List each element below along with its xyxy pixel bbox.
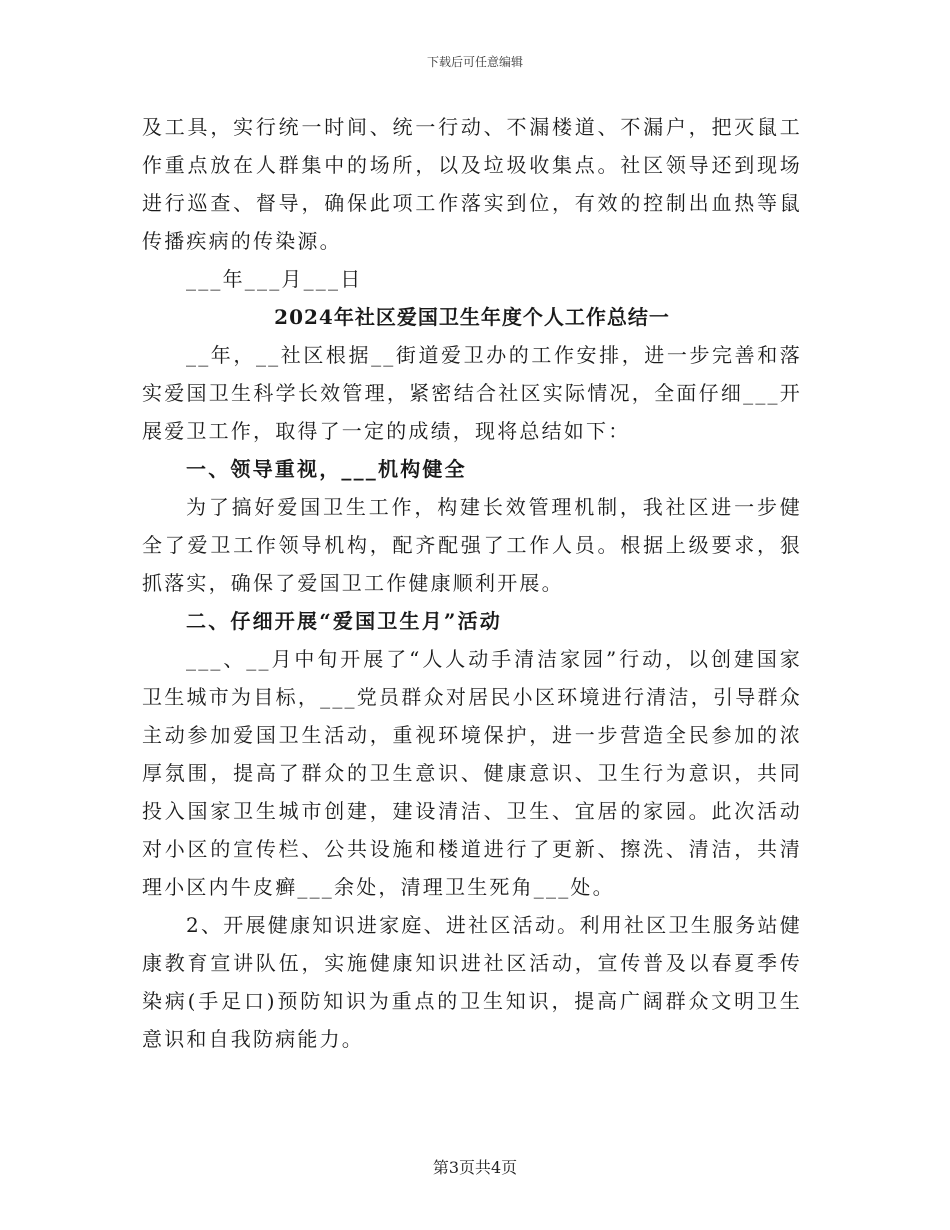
paragraph-continuation: 及工具，实行统一时间、统一行动、不漏楼道、不漏户，把灭鼠工作重点放在人群集中的场所，以及垃圾收集点。社区领导还到现场进行巡查、督导，确保此项工作落实到位，有效的控制出血热等鼠传播疾病的传染源。 — [142, 115, 802, 253]
page-header: 下载后可任意编辑 — [426, 55, 523, 69]
paragraph-section-2-item-2: 2、开展健康知识进家庭、进社区活动。利用社区卫生服务站健康教育宣讲队伍，实施健康知识进社区活动，宣传普及以春夏季传染病(手足口)预防知识为重点的卫生知识，提高广阔群众文明卫生意识和自我防病能力。 — [142, 913, 802, 1051]
date-line: ___年___月___日 — [186, 267, 363, 291]
document-title: 2024年社区爱国卫生年度个人工作总结一 — [274, 305, 670, 329]
paragraph-section-2-item-1: ___、__月中旬开展了“人人动手清洁家园”行动，以创建国家卫生城市为目标，___党员群众对居民小区环境进行清洁，引导群众主动参加爱国卫生活动，重视环境保护，进一步营造全民参加的浓厚氛围，提高了群众的卫生意识、健康意识、卫生行为意识，共同投入国家卫生城市创建，建设清洁、卫生、宜居的家园。此次活动对小区的宣传栏、公共设施和楼道进行了更新、擦洗、清洁，共清理小区内牛皮癣___余处，清理卫生死角___处。 — [142, 647, 802, 899]
section-heading-1: 一、领导重视，___机构健全 — [186, 457, 467, 481]
paragraph-intro: __年，__社区根据__街道爱卫办的工作安排，进一步完善和落实爱国卫生科学长效管理，紧密结合社区实际情况，全面仔细___开展爱卫工作，取得了一定的成绩，现将总结如下： — [142, 343, 802, 443]
paragraph-section-1: 为了搞好爱国卫生工作，构建长效管理机制，我社区进一步健全了爱卫工作领导机构，配齐配强了工作人员。根据上级要求，狠抓落实，确保了爱国卫工作健康顺利开展。 — [142, 495, 802, 595]
section-heading-2: 二、仔细开展“爱国卫生月”活动 — [186, 609, 503, 633]
page-number: 第3页共4页 — [432, 1158, 518, 1177]
document-body — [142, 108, 802, 1058]
